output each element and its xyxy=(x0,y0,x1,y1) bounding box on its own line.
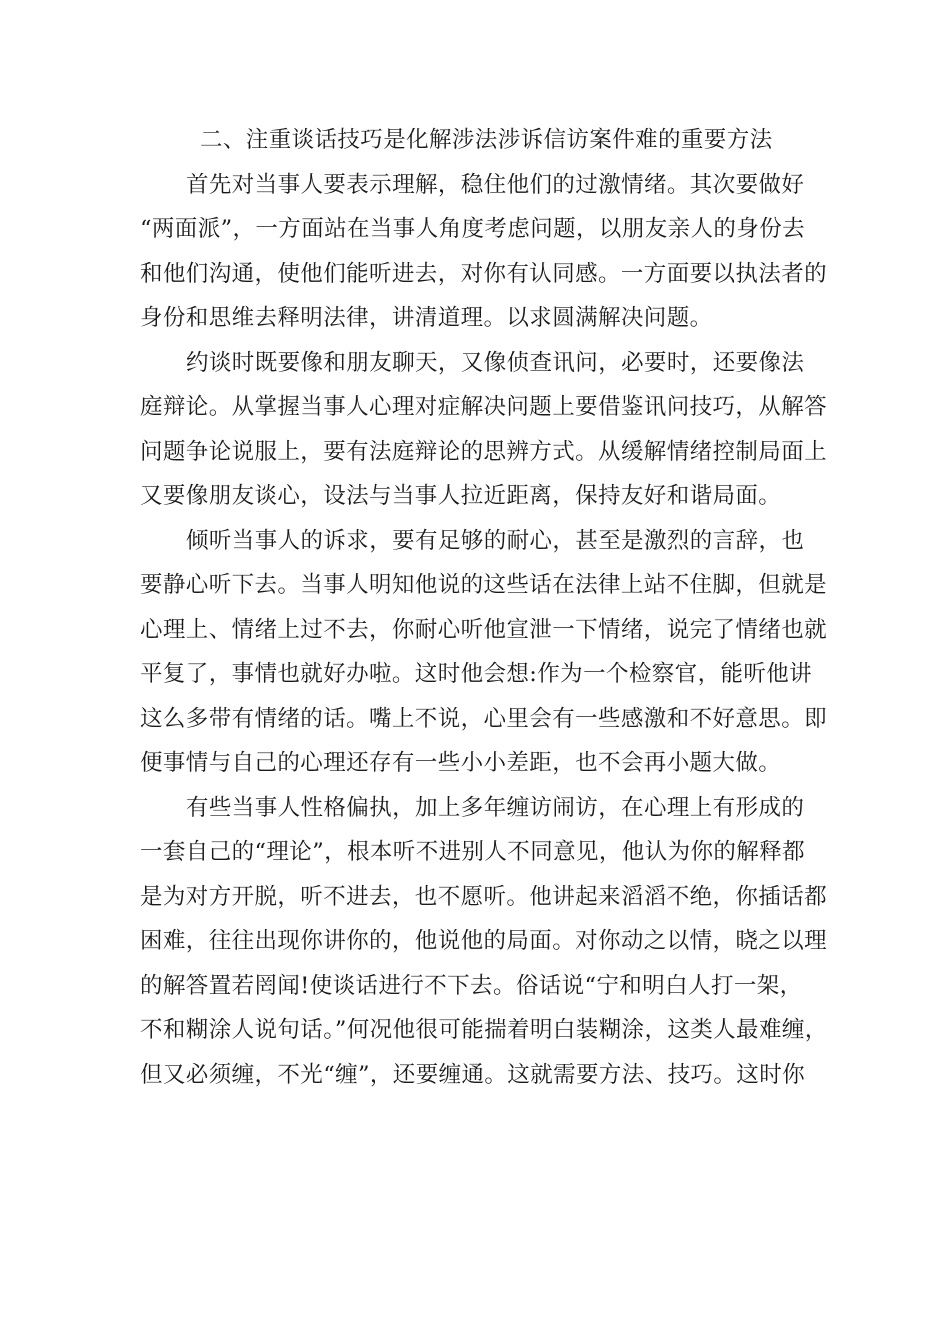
paragraph-line: 困难，往往出现你讲你的，他说他的局面。对你动之以情，晓之以理 xyxy=(140,928,828,954)
paragraph-line: 一套自己的“理论”，根本听不进别人不同意见，他认为你的解释都 xyxy=(140,839,806,865)
paragraph-line: 平复了，事情也就好办啦。这时他会想:作为一个检察官，能听他讲 xyxy=(140,661,813,687)
paragraph-line: 是为对方开脱，听不进去，也不愿听。他讲起来滔滔不绝，你插话都 xyxy=(140,883,828,910)
section-heading xyxy=(140,118,825,163)
paragraph-line: 的解答置若罔闻!使谈话进行不下去。俗话说“宁和明白人打一架， xyxy=(140,972,803,999)
paragraph-line: 约谈时既要像和朋友聊天，又像侦查讯问，必要时，还要像法 xyxy=(186,349,805,376)
paragraph xyxy=(140,786,828,1098)
paragraph-line: 庭辩论。从掌握当事人心理对症解决问题上要借鉴讯问技巧，从解答 xyxy=(140,394,828,420)
paragraph-line: 不和糊涂人说句话。”何况他很可能揣着明白装糊涂，这类人最难缠， xyxy=(140,1017,828,1043)
paragraph-line: 要静心听下去。当事人明知他说的这些话在法律上站不住脚，但就是 xyxy=(140,572,828,598)
heading-line: 二、注重谈话技巧是化解涉法涉诉信访案件难的重要方法 xyxy=(200,127,773,153)
paragraph xyxy=(140,341,828,519)
paragraph-line: 又要像朋友谈心，设法与当事人拉近距离，保持友好和谐局面。 xyxy=(140,483,782,509)
paragraph-line: 倾听当事人的诉求，要有足够的耐心，甚至是激烈的言辞，也 xyxy=(186,527,805,554)
paragraph-line: 但又必须缠，不光“缠”，还要缠通。这就需要方法、技巧。这时你 xyxy=(140,1061,806,1088)
paragraph-line: 和他们沟通，使他们能听进去，对你有认同感。一方面要以执法者的 xyxy=(140,260,828,287)
paragraph-line: 这么多带有情绪的话。嘴上不说，心里会有一些感激和不好意思。即 xyxy=(140,705,828,732)
paragraph-line: 心理上、情绪上过不去，你耐心听他宣泄一下情绪，说完了情绪也就 xyxy=(140,616,828,643)
paragraph-line: “两面派”，一方面站在当事人角度考虑问题，以朋友亲人的身份去 xyxy=(140,216,806,242)
paragraph xyxy=(140,163,828,341)
paragraph-line: 便事情与自己的心理还存有一些小小差距，也不会再小题大做。 xyxy=(140,750,782,776)
paragraph-line: 问题争论说服上，要有法庭辩论的思辨方式。从缓解情绪控制局面上 xyxy=(140,438,828,465)
document-body xyxy=(140,118,828,1097)
paragraph-line: 首先对当事人要表示理解，稳住他们的过激情绪。其次要做好 xyxy=(186,171,805,198)
paragraph-line: 有些当事人性格偏执，加上多年缠访闹访，在心理上有形成的 xyxy=(186,794,805,821)
paragraph-line: 身份和思维去释明法律，讲清道理。以求圆满解决问题。 xyxy=(140,305,713,331)
paragraph xyxy=(140,519,828,786)
